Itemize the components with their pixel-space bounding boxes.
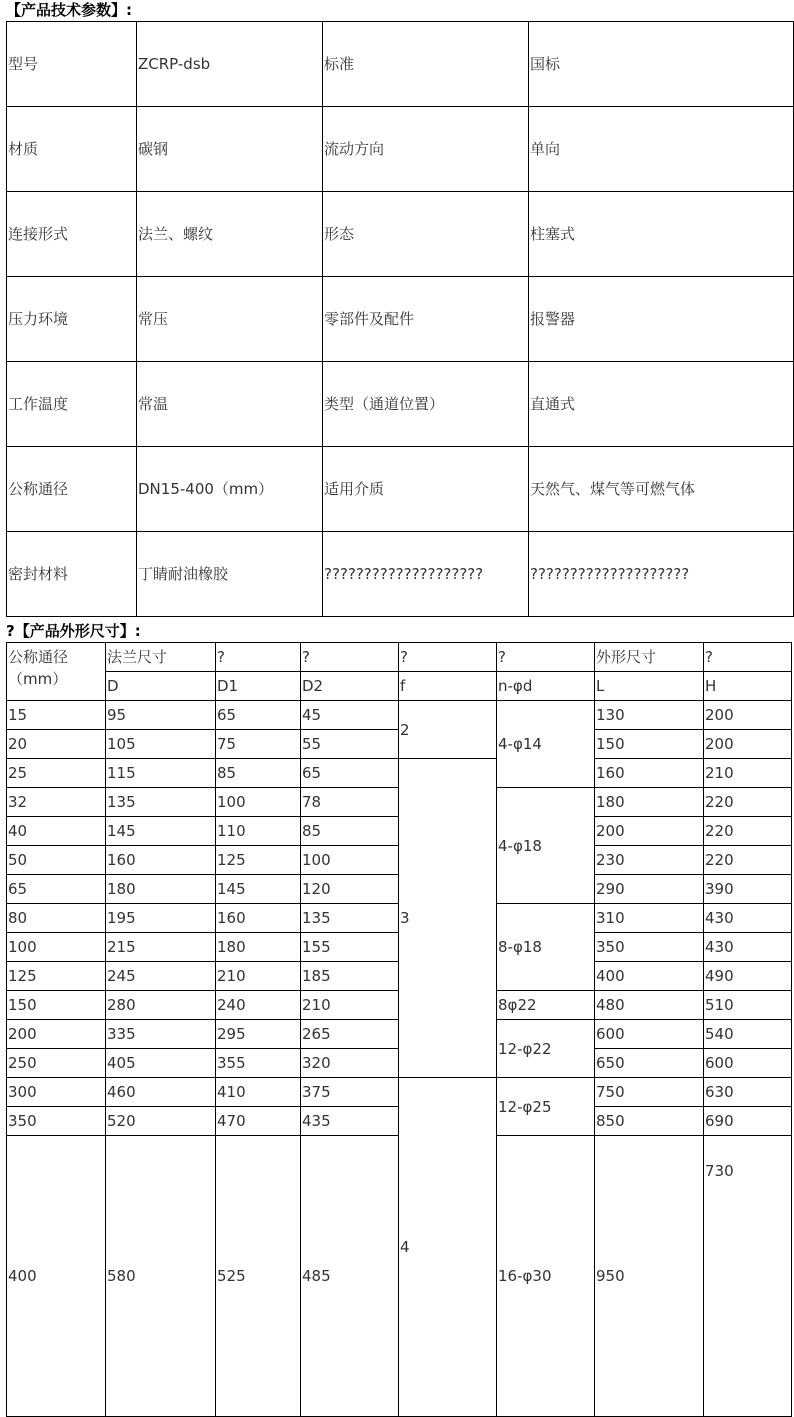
cell-D2: 65 [301,759,399,788]
cell-dn: 50 [7,846,106,875]
cell-dn: 25 [7,759,106,788]
cell-dn: 100 [7,933,106,962]
param-label: ???????????????????? [323,532,529,617]
cell-nd: 8-φ18 [497,904,595,991]
dims-heading: ?【产品外形尺寸】: [6,622,141,640]
cell-H: 210 [704,759,792,788]
cell-dn: 80 [7,904,106,933]
col-header-f: f [399,672,497,701]
cell-D1: 525 [216,1136,301,1417]
table-row [7,532,794,617]
table-row [7,192,794,277]
cell-dn: 200 [7,1020,106,1049]
cell-D1: 85 [216,759,301,788]
cell-D1: 295 [216,1020,301,1049]
cell-H: 220 [704,846,792,875]
nominal-header [7,643,106,701]
param-value: 常压 [137,277,323,362]
param-label: 标准 [323,22,529,107]
table-row [7,447,794,532]
cell-D2: 120 [301,875,399,904]
param-value: 丁睛耐油橡胶 [137,532,323,617]
table-row [7,759,792,788]
param-label: 零部件及配件 [323,277,529,362]
param-value: 碳钢 [137,107,323,192]
cell-D2: 155 [301,933,399,962]
cell-D2: 100 [301,846,399,875]
cell-dn: 32 [7,788,106,817]
cell-H: 490 [704,962,792,991]
outline-header: 外形尺寸 [595,643,704,672]
cell-D2: 375 [301,1078,399,1107]
cell-H: 390 [704,875,792,904]
cell-dn: 350 [7,1107,106,1136]
cell-D1: 100 [216,788,301,817]
cell-D2: 78 [301,788,399,817]
cell-D1: 180 [216,933,301,962]
cell-D2: 320 [301,1049,399,1078]
cell-D: 245 [106,962,216,991]
cell-L: 950 [595,1136,704,1417]
cell-nd: 12-φ22 [497,1020,595,1078]
table-row [7,701,792,730]
nominal-header-line1: 公称通径 [8,648,69,666]
cell-dn: 300 [7,1078,106,1107]
param-label: 类型（通道位置） [323,362,529,447]
param-label: 公称通径 [7,447,137,532]
cell-D: 520 [106,1107,216,1136]
cell-L: 180 [595,788,704,817]
dims-table [6,642,792,1417]
cell-D2: 435 [301,1107,399,1136]
cell-D: 95 [106,701,216,730]
cell-H: 690 [704,1107,792,1136]
cell-L: 200 [595,817,704,846]
param-value: 报警器 [529,277,794,362]
header-placeholder: ? [399,643,497,672]
cell-L: 290 [595,875,704,904]
cell-f: 2 [399,701,497,759]
cell-D1: 65 [216,701,301,730]
cell-H: 630 [704,1078,792,1107]
cell-D1: 410 [216,1078,301,1107]
cell-D1: 210 [216,962,301,991]
cell-D: 195 [106,904,216,933]
cell-D1: 110 [216,817,301,846]
header-placeholder: ? [216,643,301,672]
cell-D: 145 [106,817,216,846]
cell-D: 105 [106,730,216,759]
col-header-D: D [106,672,216,701]
cell-L: 600 [595,1020,704,1049]
cell-D1: 470 [216,1107,301,1136]
table-row [7,277,794,362]
param-value: 直通式 [529,362,794,447]
cell-H: 220 [704,817,792,846]
cell-D2: 185 [301,962,399,991]
cell-D: 180 [106,875,216,904]
cell-L: 310 [595,904,704,933]
header-placeholder: ? [704,643,792,672]
cell-D: 280 [106,991,216,1020]
cell-dn: 20 [7,730,106,759]
cell-D: 115 [106,759,216,788]
cell-D: 135 [106,788,216,817]
cell-H: 430 [704,933,792,962]
table-header-row [7,672,792,701]
param-label: 材质 [7,107,137,192]
cell-D: 405 [106,1049,216,1078]
cell-D1: 145 [216,875,301,904]
cell-L: 130 [595,701,704,730]
cell-L: 350 [595,933,704,962]
cell-D: 580 [106,1136,216,1417]
param-value: 柱塞式 [529,192,794,277]
param-value: 国标 [529,22,794,107]
cell-L: 150 [595,730,704,759]
cell-nd: 12-φ25 [497,1078,595,1136]
param-label: 密封材料 [7,532,137,617]
col-header-nd: n-φd [497,672,595,701]
cell-dn: 150 [7,991,106,1020]
cell-L: 750 [595,1078,704,1107]
cell-dn: 65 [7,875,106,904]
cell-D2: 85 [301,817,399,846]
params-heading: 【产品技术参数】: [6,1,132,19]
table-row [7,107,794,192]
cell-D1: 355 [216,1049,301,1078]
table-row [7,22,794,107]
cell-D2: 45 [301,701,399,730]
cell-D: 460 [106,1078,216,1107]
cell-H: 730 [704,1136,792,1417]
flange-header: 法兰尺寸 [106,643,216,672]
cell-dn: 15 [7,701,106,730]
cell-H: 600 [704,1049,792,1078]
col-header-D1: D1 [216,672,301,701]
param-value: DN15-400（mm） [137,447,323,532]
cell-nd: 16-φ30 [497,1136,595,1417]
cell-H: 540 [704,1020,792,1049]
nominal-header-line2: （mm） [8,670,68,688]
table-row [7,362,794,447]
cell-D2: 485 [301,1136,399,1417]
param-label: 适用介质 [323,447,529,532]
cell-D1: 75 [216,730,301,759]
cell-D2: 55 [301,730,399,759]
cell-D: 335 [106,1020,216,1049]
cell-dn: 400 [7,1136,106,1417]
cell-f: 4 [399,1078,497,1417]
col-header-L: L [595,672,704,701]
cell-D1: 125 [216,846,301,875]
cell-f: 3 [399,759,497,1078]
cell-dn: 125 [7,962,106,991]
col-header-H: H [704,672,792,701]
cell-D: 215 [106,933,216,962]
cell-L: 230 [595,846,704,875]
cell-D2: 135 [301,904,399,933]
param-value: 单向 [529,107,794,192]
table-row [7,1078,792,1107]
params-table [6,21,794,617]
cell-nd: 8φ22 [497,991,595,1020]
table-header-row [7,643,792,672]
cell-D1: 240 [216,991,301,1020]
cell-H: 430 [704,904,792,933]
param-value: 常温 [137,362,323,447]
param-label: 连接形式 [7,192,137,277]
param-value: ???????????????????? [529,532,794,617]
cell-L: 400 [595,962,704,991]
cell-L: 850 [595,1107,704,1136]
cell-D2: 210 [301,991,399,1020]
param-value: 法兰、螺纹 [137,192,323,277]
cell-L: 650 [595,1049,704,1078]
cell-dn: 250 [7,1049,106,1078]
cell-nd: 4-φ14 [497,701,595,788]
cell-nd: 4-φ18 [497,788,595,904]
cell-H: 510 [704,991,792,1020]
col-header-D2: D2 [301,672,399,701]
cell-L: 160 [595,759,704,788]
param-label: 形态 [323,192,529,277]
param-label: 工作温度 [7,362,137,447]
header-placeholder: ? [301,643,399,672]
param-value: 天然气、煤气等可燃气体 [529,447,794,532]
cell-D: 160 [106,846,216,875]
param-label: 压力环境 [7,277,137,362]
cell-H: 200 [704,701,792,730]
cell-dn: 40 [7,817,106,846]
header-placeholder: ? [497,643,595,672]
param-label: 型号 [7,22,137,107]
cell-H: 220 [704,788,792,817]
cell-D2: 265 [301,1020,399,1049]
cell-L: 480 [595,991,704,1020]
param-label: 流动方向 [323,107,529,192]
param-value: ZCRP-dsb [137,22,323,107]
cell-D1: 160 [216,904,301,933]
cell-H: 200 [704,730,792,759]
